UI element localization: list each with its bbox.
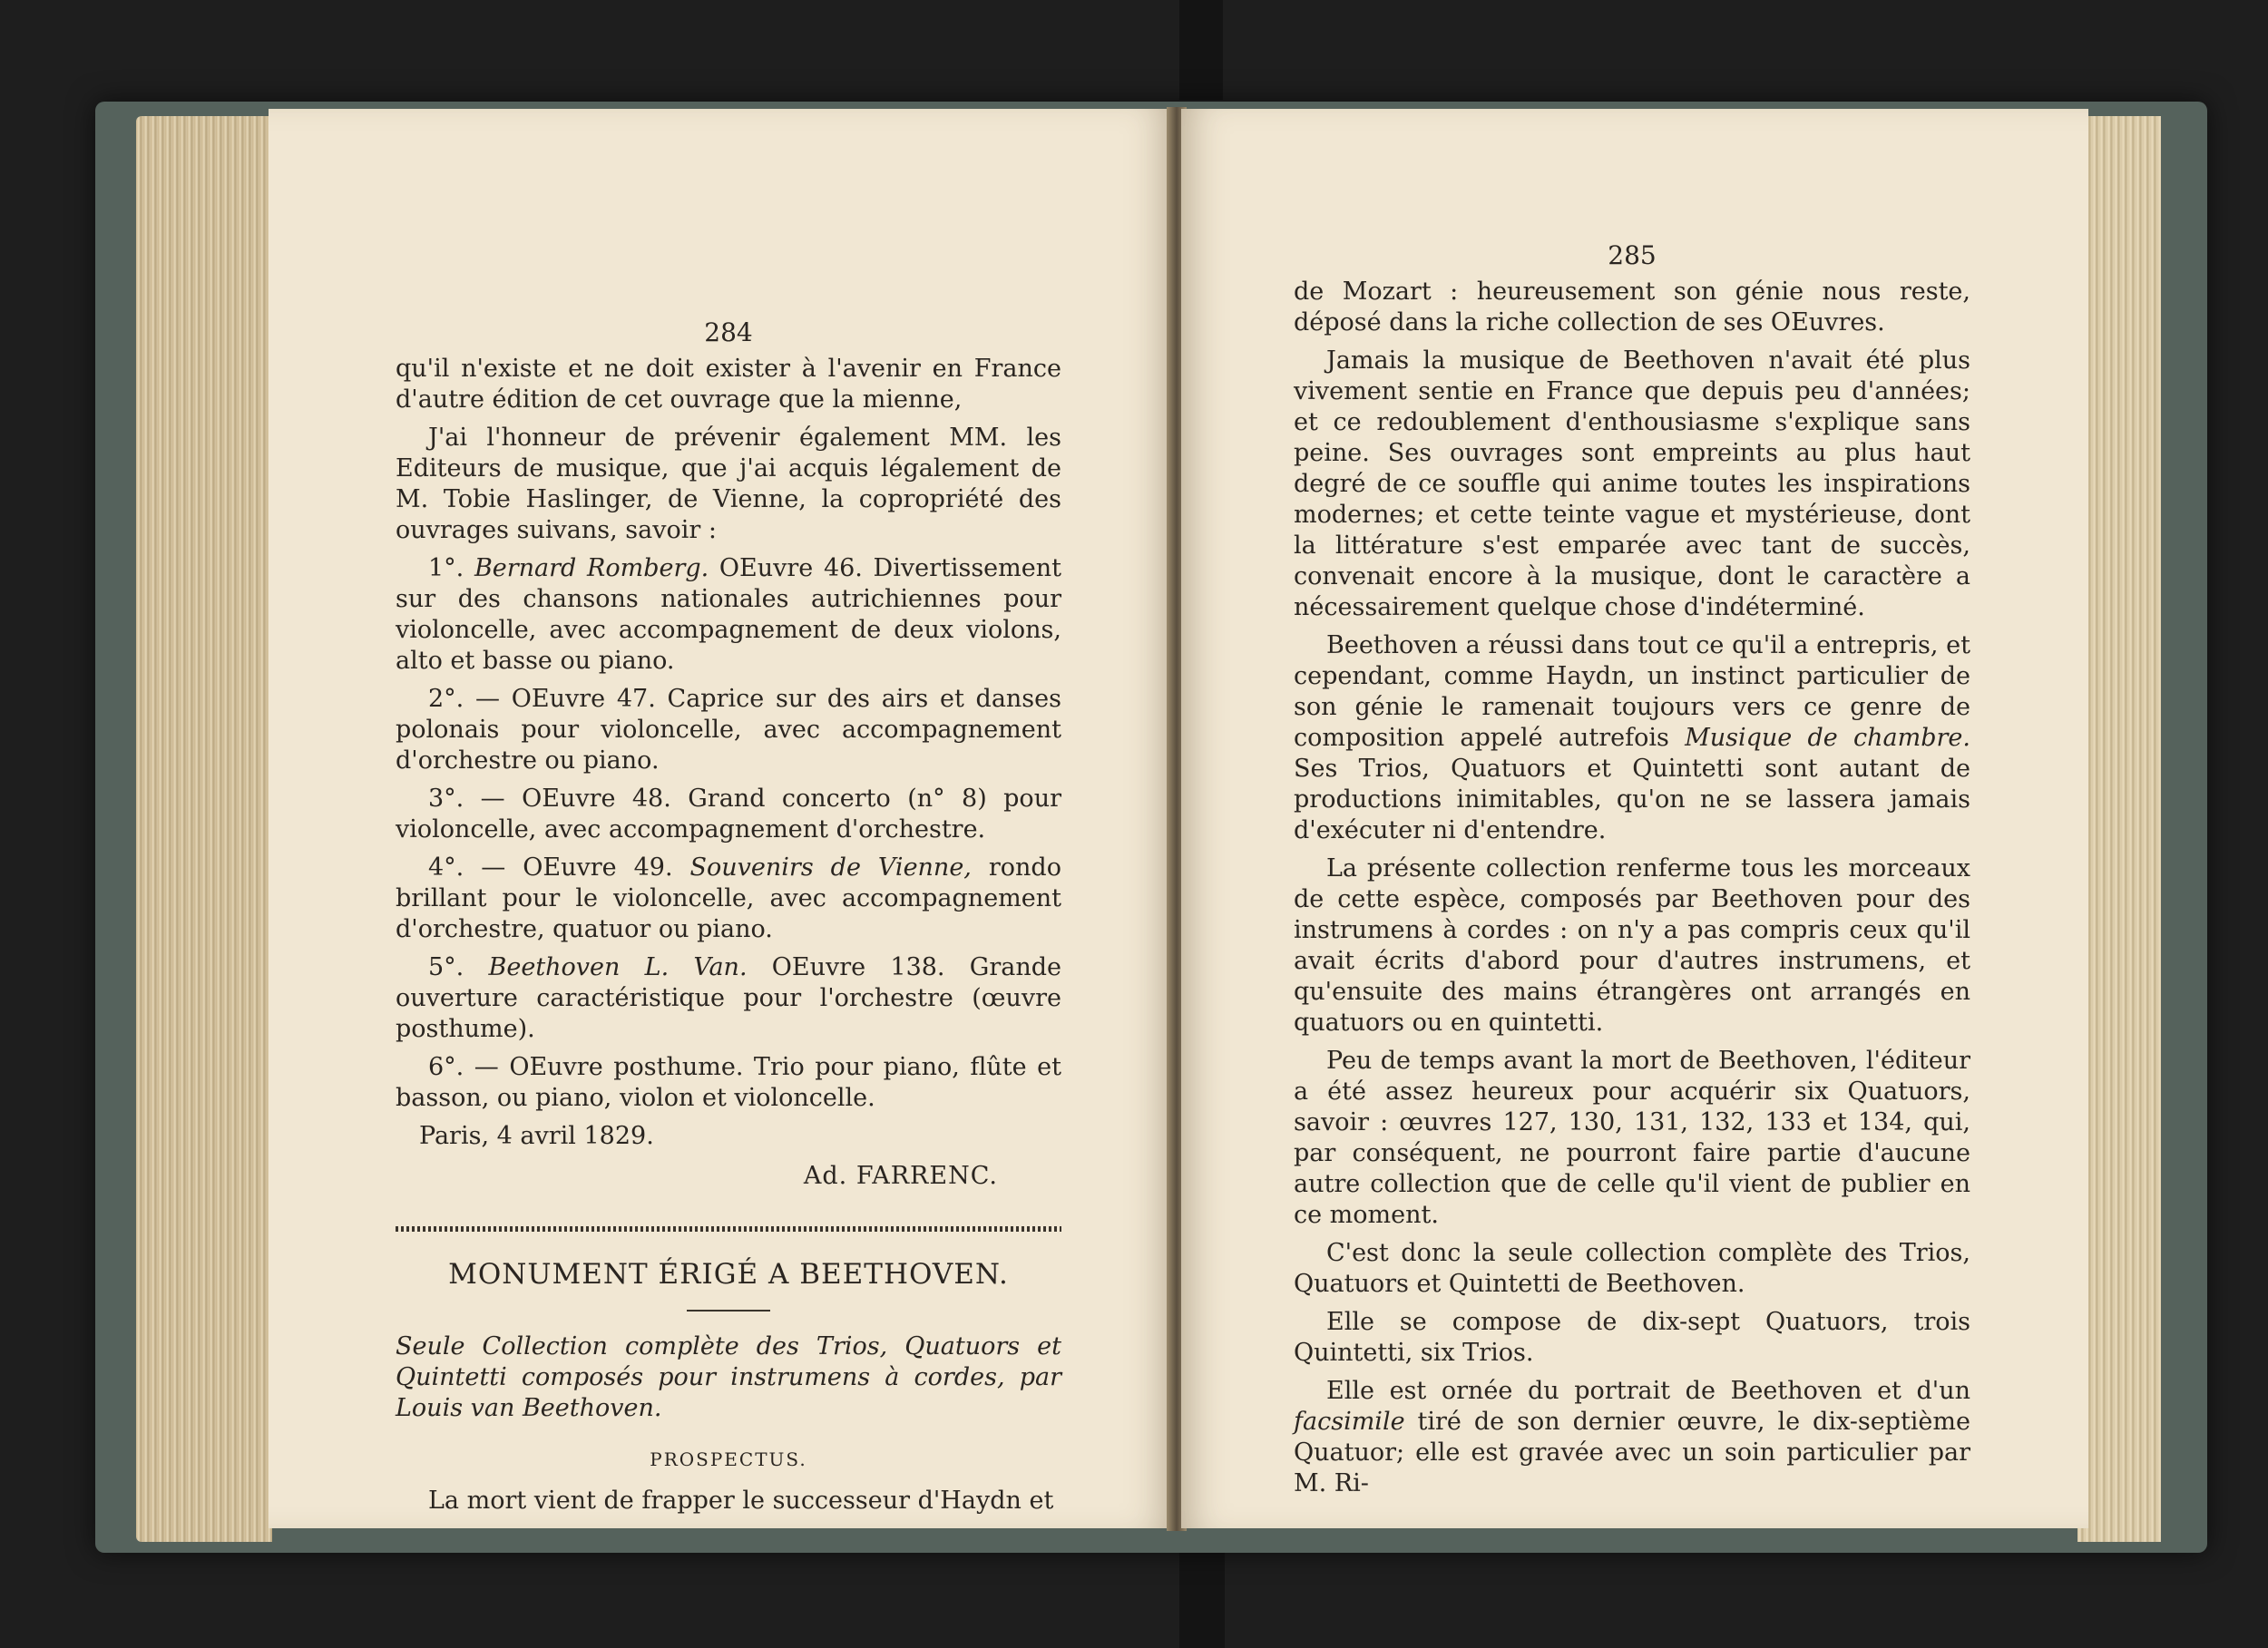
short-rule (687, 1310, 770, 1312)
ornamental-rule (396, 1226, 1061, 1232)
right-page-text (1294, 240, 1970, 1507)
signature: Ad. FARRENC. (803, 1162, 998, 1190)
prospectus-label: PROSPECTUS. (650, 1448, 807, 1470)
page-edges-left (136, 116, 272, 1542)
paragraph: La mort vient de frapper le successeur d'Haydn et (428, 1487, 1054, 1515)
paragraph: Jamais la musique de Beethoven n'avait été plus vivement sentie en France que depuis peu d'années; et ce redoublement d'enthousiasme s'explique sans peine. Ses ouvrages sont empreints au plus haut degré de ce souffle qui anime toutes les inspirations modernes; et cette teinte vague et mystérieuse, dont la littérature s'est emparée avec tant de succès, convenait encore à la musique, dont le caractère a nécessairement quelque chose d'indéterminé. (1294, 346, 1970, 621)
list-item: 1°. Bernard Romberg. OEuvre 46. Divertissement sur des chansons nationales autrichiennes pour violoncelle, avec accompagnement de deux violons, alto et basse ou piano. (396, 554, 1061, 675)
left-page (269, 109, 1172, 1528)
list-item: 6°. — OEuvre posthume. Trio pour piano, flûte et basson, ou piano, violon et violoncelle. (396, 1053, 1061, 1112)
section-heading: MONUMENT ÉRIGÉ A BEETHOVEN. (448, 1258, 1009, 1291)
paragraph: Peu de temps avant la mort de Beethoven, l'éditeur a été assez heureux pour acquérir six Quatuors, savoir : œuvres 127, 130, 131, 132, 133 et 134, qui, par conséquent, ne pourront faire partie d'aucune autre collection que de celle qu'il vient de publier en ce moment. (1294, 1047, 1970, 1229)
paragraph: J'ai l'honneur de prévenir également MM. les Editeurs de musique, que j'ai acquis légalement de M. Tobie Haslinger, de Vienne, la copropriété des ouvrages suivans, savoir : (396, 424, 1061, 544)
left-page-text (396, 317, 1061, 1524)
list-item: 2°. — OEuvre 47. Caprice sur des airs et danses polonais pour violoncelle, avec accompagnement d'orchestre ou piano. (396, 685, 1061, 775)
list-item: 5°. Beethoven L. Van. OEuvre 138. Grande ouverture caractéristique pour l'orchestre (œuvre posthume). (396, 953, 1061, 1043)
right-page (1181, 109, 2088, 1528)
page-number-right: 285 (1608, 240, 1657, 270)
list-item: 3°. — OEuvre 48. Grand concerto (n° 8) pour violoncelle, avec accompagnement d'orchestre. (396, 785, 1061, 844)
date-line: Paris, 4 avril 1829. (419, 1122, 654, 1150)
paragraph: Elle est ornée du portrait de Beethoven et d'un facsimile tiré de son dernier œuvre, le dix-septième Quatuor; elle est gravée avec un soin particulier par M. Ri- (1294, 1377, 1970, 1497)
paragraph: Beethoven a réussi dans tout ce qu'il a entrepris, et cependant, comme Haydn, un instinct particulier de son génie le ramenait toujours vers ce genre de composition appelé autrefois Musique de chambre. Ses Trios, Quatuors et Quintetti sont autant de productions inimitables, qu'on ne se lassera jamais d'exécuter ni d'entendre. (1294, 631, 1970, 844)
paragraph: qu'il n'existe et ne doit exister à l'avenir en France d'autre édition de cet ouvrage que la mienne, (396, 355, 1061, 414)
collection-subtitle: Seule Collection complète des Trios, Quatuors et Quintetti composés pour instrumens à cordes, par Louis van Beethoven. (396, 1332, 1061, 1422)
page-edges-right (2077, 116, 2161, 1542)
paragraph: de Mozart : heureusement son génie nous reste, déposé dans la riche collection de ses OEuvres. (1294, 278, 1970, 336)
background-stripe-left (1179, 0, 1223, 100)
list-item: 4°. — OEuvre 49. Souvenirs de Vienne, rondo brillant pour le violoncelle, avec accompagnement d'orchestre, quatuor ou piano. (396, 853, 1061, 943)
paragraph: C'est donc la seule collection complète des Trios, Quatuors et Quintetti de Beethoven. (1294, 1239, 1970, 1298)
paragraph: Elle se compose de dix-sept Quatuors, trois Quintetti, six Trios. (1294, 1308, 1970, 1367)
background-stripe-bottom (1179, 1546, 1225, 1648)
page-number-left: 284 (704, 317, 753, 347)
paragraph: La présente collection renferme tous les morceaux de cette espèce, composés par Beethoven pour des instrumens à cordes : on n'y a pas compris ceux qu'il avait écrits d'abord pour d'autres instrumens, et qu'ensuite des mains étrangères ont arrangés en quatuors ou en quintetti. (1294, 854, 1970, 1037)
